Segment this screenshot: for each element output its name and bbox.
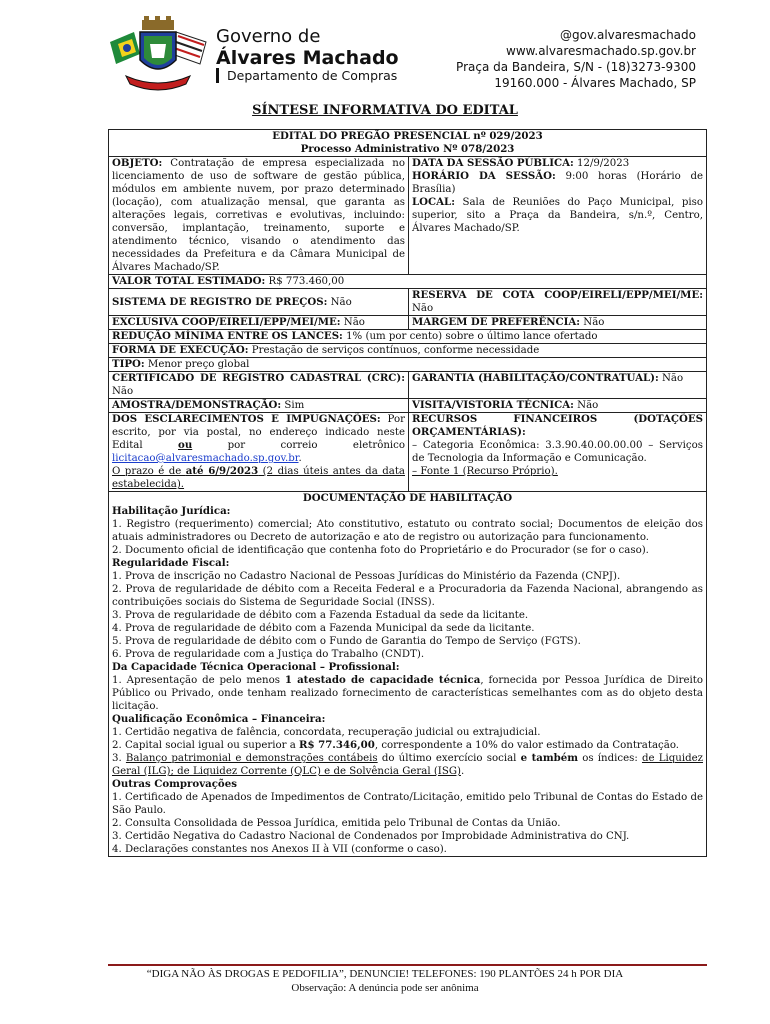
exclusiva-row: EXCLUSIVA COOP/EIRELI/EPP/MEI/ME: Não MARGEM DE PREFERÊNCIA: Não xyxy=(109,315,706,329)
crc-row: CERTIFICADO DE REGISTRO CADASTRAL (CRC): Não GARANTIA (HABILITAÇÃO/CONTRATUAL): Não xyxy=(109,371,706,398)
valor-row: VALOR TOTAL ESTIMADO: R$ 773.460,00 xyxy=(109,274,706,288)
edital-number: EDITAL DO PREGÃO PRESENCIAL nº 029/2023 xyxy=(272,130,543,142)
letterhead xyxy=(0,0,770,100)
srp-row: SISTEMA DE REGISTRO DE PREÇOS: Não RESERVA DE COTA COOP/EIRELI/EPP/MEI/ME: Não xyxy=(109,288,706,315)
social-handle: @gov.alvaresmachado xyxy=(560,28,696,42)
municipality-name: Álvares Machado xyxy=(216,47,399,69)
documentacao-section: DOCUMENTAÇÃO DE HABILITAÇÃO Habilitação Jurídica: 1. Registro (requerimento) comercial; Ato constitutivo, estatuto ou contrato social; Documentos de eleição dos atuais administradores ou Decreto de autorização e ato de registro ou autorização para funcionamento. 2. Documento oficial de identificação que contenha foto do Proprietário e do Procurador (se for o caso). Regularidade Fiscal: 1. Prova de inscrição no Cadastro Nacional de Pessoas Jurídicas do Ministério da Fazenda (CNPJ). 2. Prova de regularidade de débito com a Receita Federal e a Procuradoria da Fazenda Nacional, abrangendo as contribuições sociais do Sistema de Seguridade Social (INSS). 3. Prova de regularidade de débito com a Fazenda Estadual da sede da licitante. 4. Prova de regularidade de débito com a Fazenda Municipal da sede da licitante. 5. Prova de regularidade de débito com o Fundo de Garantia do Tempo de Serviço (FGTS). 6. Prova de regularidade com a Justiça do Trabalho (CNDT). Da Capacidade Técnica Operacional – Profissional: 1. Apresentação de pelo menos 1 atestado de capacidade técnica, fornecida por Pessoa Jurídica de Direito Público ou Privado, onde tenham realizado fornecimento de características semelhantes com as do objeto desta licitação. Qualificação Econômica – Financeira: 1. Certidão negativa de falência, concordata, recuperação judicial ou extrajudicial. 2. Capital social igual ou superior a R$ 77.346,00, correspondente a 10% do valor estimado da Contratação. 3. Balanço patrimonial e demonstrações contábeis do último exercício social e também os índices: de Liquidez Geral (ILG); de Liquidez Corrente (QLC) e de Solvência Geral (ISG). Outras Comprovações 1. Certificado de Apenados de Impedimentos de Contrato/Licitação, emitido pelo Tribunal de Contas do Estado de São Paulo. 2. Consulta Consolidada de Pessoa Jurídica, emitida pelo Tribunal de Contas da União. 3. Certidão Negativa do Cadastro Nacional de Condenados por Improbidade Administrativa do CNJ. 4. Declarações constantes nos Anexos II à VII (conforme o caso). xyxy=(109,491,706,856)
session-cell: DATA DA SESSÃO PÚBLICA: 12/9/2023 HORÁRIO DA SESSÃO: 9:00 horas (Horário de Brasília) LOCAL: Sala de Reuniões do Paço Municipal, piso superior, sito a Praça da Bandeira, s/n.º, Centro, Álvares Machado/SP. xyxy=(412,157,703,234)
postal-code-city: 19160.000 - Álvares Machado, SP xyxy=(494,76,696,90)
reducao-row: REDUÇÃO MÍNIMA ENTRE OS LANCES: 1% (um por cento) sobre o último lance ofertado xyxy=(109,329,706,343)
objeto-cell: OBJETO: Contratação de empresa especializada no licenciamento de uso de software de gestão pública, módulos em ambiente nuvem, por prazo determinado (locação), com atualização mensal, que garanta as alterações legais, corretivas e evolutivas, incluindo: conversão, implantação, treinamento, suporte e atendimento técnico, visando o atendimento das necessidades da Prefeitura e da Câmara Municipal de Álvares Machado/SP. xyxy=(109,157,409,274)
documentation-heading: DOCUMENTAÇÃO DE HABILITAÇÃO xyxy=(302,492,513,504)
tipo-row: TIPO: Menor preço global xyxy=(109,357,706,371)
prazo-text: O prazo é de até 6/9/2023 (2 dias úteis antes da data estabelecida). xyxy=(112,465,405,490)
forma-row: FORMA DE EXECUÇÃO: Prestação de serviços contínuos, conforme necessidade xyxy=(109,343,706,357)
government-label: Governo de xyxy=(216,26,321,47)
process-number: Processo Administrativo Nº 078/2023 xyxy=(300,143,515,155)
page-title: SÍNTESE INFORMATIVA DO EDITAL xyxy=(252,103,518,118)
edital-summary-table xyxy=(108,129,707,857)
objeto-row xyxy=(109,156,706,274)
edital-header-row xyxy=(109,130,706,156)
footer-divider xyxy=(108,964,707,966)
footer-note: Observação: A denúncia pode ser anônima xyxy=(291,982,479,994)
contact-block xyxy=(456,27,696,91)
footer-campaign-text: “DIGA NÃO ÀS DROGAS E PEDOFILIA”, DENUNCIE! TELEFONES: 190 PLANTÕES 24 h POR DIA xyxy=(146,968,624,980)
department-name: Departamento de Compras xyxy=(216,68,397,83)
website: www.alvaresmachado.sp.gov.br xyxy=(506,44,696,58)
amostra-row: AMOSTRA/DEMONSTRAÇÃO: Sim VISITA/VISTORIA TÉCNICA: Não xyxy=(109,398,706,412)
email-link[interactable]: licitacao@alvaresmachado.sp.gov.br xyxy=(112,453,299,464)
address-phone: Praça da Bandeira, S/N - (18)3273-9300 xyxy=(456,60,696,74)
municipal-crest-icon xyxy=(106,14,210,92)
esclarecimentos-row: DOS ESCLARECIMENTOS E IMPUGNAÇÕES: Por escrito, por via postal, no endereço indicado neste Edital ou por correio eletrônico licitacao@alvaresmachado.sp.gov.br. O prazo é de até 6/9/2023 (2 dias úteis antes da data estabelecida). RECURSOS FINANCEIROS (DOTAÇÕES ORÇAMENTÁRIAS): – Categoria Econômica: 3.3.90.40.00.00.00 – Serviços de Tecnologia da Informação e Comunicação. – Fonte 1 (Recurso Próprio). xyxy=(109,412,706,491)
